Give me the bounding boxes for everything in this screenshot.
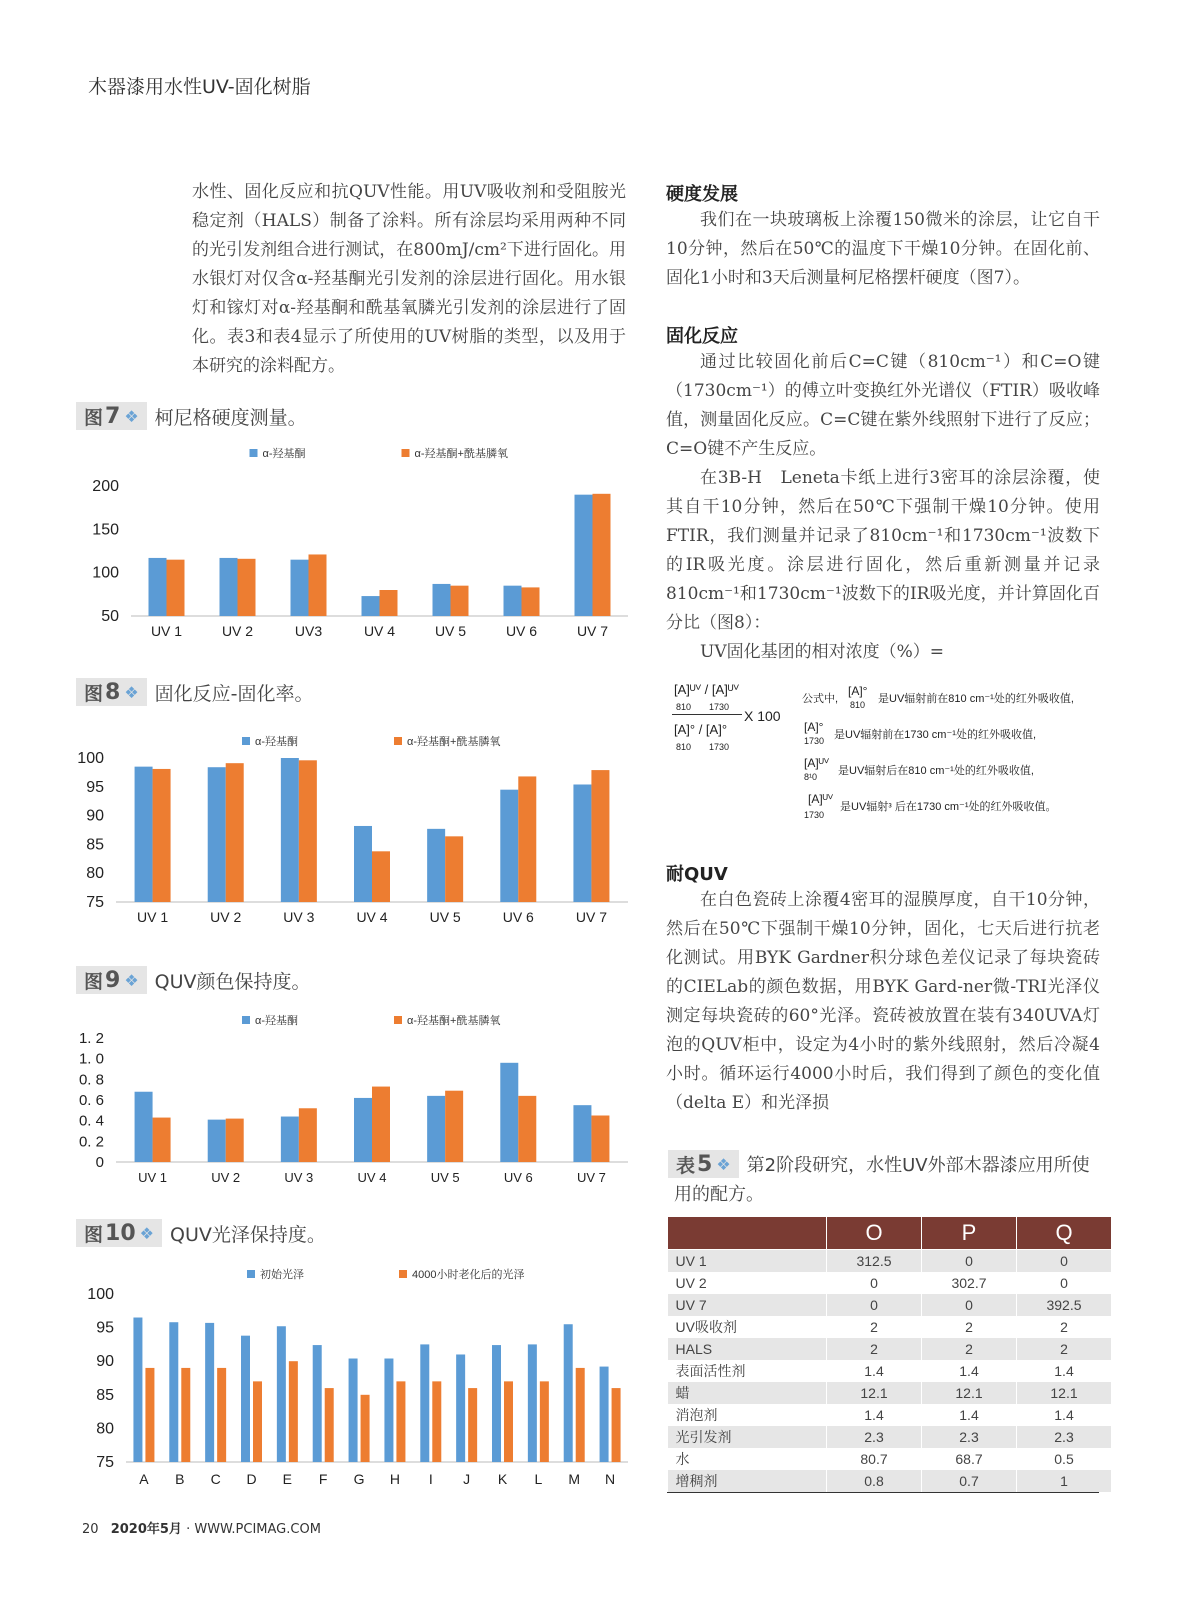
legend-swatch-0 [247, 1270, 255, 1278]
table-header-cell: P [922, 1217, 1017, 1250]
bar-1-5 [518, 1096, 536, 1162]
bar-0-6 [573, 1105, 591, 1162]
table-cell: 12.1 [827, 1382, 922, 1404]
figure-7-caption: 柯尼格硬度测量。 [154, 406, 307, 429]
curing-text-2: 在3B-H Leneta卡纸上进行3密耳的涂层涂覆，使其自干10分钟，然后在50℃下强制干燥10分钟。使用FTIR，我们测量并记录了810cm⁻¹和1730cm⁻¹波数下的IR吸光度。涂层进行固化，然后重新测量并记录810cm⁻¹和1730cm⁻¹波数下的IR吸光度，并计算固化百分比（图8）： [666, 468, 1100, 633]
table-5-prefix: 表 [676, 1154, 696, 1177]
legend-swatch-0 [250, 449, 258, 457]
formula-numerator-sub: 810 1730 [676, 702, 730, 712]
bar-1-6 [591, 770, 609, 902]
def-3-text: 是UV辐射后在810 cm⁻¹处的红外吸收值, [838, 765, 1034, 777]
table-cell: 1.4 [1017, 1360, 1112, 1382]
table-header-cell: O [827, 1217, 922, 1250]
bar-0-13 [600, 1367, 609, 1462]
y-tick-label: 0. 8 [78, 1071, 104, 1089]
def-3-symbol: [A]ᵁⱽ [804, 756, 829, 770]
table-row-label: 表面活性剂 [668, 1360, 827, 1382]
table-header-cell [668, 1217, 827, 1250]
bar-1-3 [380, 590, 398, 616]
bar-0-11 [528, 1344, 537, 1462]
x-tick-label: UV 2 [221, 623, 254, 639]
table-row-label: UV 7 [668, 1294, 827, 1316]
bar-0-2 [281, 758, 299, 902]
table-cell: 1.4 [827, 1360, 922, 1382]
y-tick-label: 100 [92, 564, 119, 582]
x-tick-label: UV 2 [210, 909, 242, 925]
bar-1-4 [289, 1361, 298, 1462]
legend-label-0: α-羟基酮 [255, 736, 299, 748]
figure-8-label [76, 677, 314, 707]
y-tick-label: 0. 4 [78, 1112, 104, 1130]
table-cell: 1.4 [827, 1404, 922, 1426]
y-tick-label: 1. 0 [78, 1050, 104, 1068]
page-number: 20 [82, 1522, 99, 1537]
figure-7-prefix: 图 [84, 406, 104, 429]
x-tick-label: K [497, 1471, 508, 1487]
table-row [668, 1250, 1112, 1273]
bar-0-6 [573, 784, 591, 902]
x-tick-label: G [353, 1471, 365, 1487]
quv-heading: 耐QUV [666, 864, 728, 885]
bar-1-6 [593, 494, 611, 616]
x-tick-label: UV 6 [503, 1170, 533, 1185]
table-cell: 0 [1017, 1272, 1112, 1294]
bar-1-2 [299, 1108, 317, 1162]
table-cell: 0.7 [922, 1470, 1017, 1492]
formula-denominator-sub: 810 1730 [676, 742, 730, 752]
bar-1-8 [432, 1381, 441, 1462]
legend-swatch-1 [394, 737, 402, 745]
bar-0-2 [291, 560, 309, 616]
bar-0-1 [169, 1322, 178, 1462]
figure-9-badge [76, 966, 147, 994]
x-tick-label: UV 6 [505, 623, 538, 639]
intro-text: 水性、固化反应和抗QUV性能。用UV吸收剂和受阻胺光稳定剂（HALS）制备了涂料。所有涂层均采用两种不同的光引发剂组合进行测试，在800mJ/cm²下进行固化。用水银灯对仅含α-羟基酮光引发剂的涂层进行固化。用水银灯和镓灯对α-羟基酮和酰基氧膦光引发剂的涂层进行了固化。表3和表4显示了所使用的UV树脂的类型，以及用于本研究的涂料配方。 [192, 182, 626, 376]
formulation-table [667, 1216, 1112, 1492]
x-tick-label: M [568, 1471, 581, 1487]
legend-swatch-0 [242, 737, 250, 745]
table-cell: 312.5 [827, 1250, 922, 1273]
x-tick-label: UV 1 [137, 909, 169, 925]
figure-8-prefix: 图 [84, 682, 104, 705]
def-2-text: 是UV辐射前在1730 cm⁻¹处的红外吸收值, [834, 729, 1036, 741]
legend-label-1: α-羟基酮+酰基膦氧 [414, 448, 508, 460]
def-1-symbol: [A]° [848, 684, 868, 698]
x-tick-label: B [175, 1471, 185, 1487]
x-tick-label: N [605, 1471, 616, 1487]
diamond-cluster-icon: ❖ [716, 1154, 731, 1174]
figure-9-chart [76, 1008, 636, 1202]
table-cell: 0 [922, 1294, 1017, 1316]
curing-paragraphs [666, 348, 1100, 667]
bar-1-1 [226, 1119, 244, 1162]
x-tick-label: UV 1 [150, 623, 183, 639]
y-tick-label: 75 [86, 894, 104, 911]
x-tick-label: C [210, 1471, 221, 1487]
bar-1-4 [445, 1091, 463, 1162]
table-row-label: 增稠剂 [668, 1470, 827, 1492]
figure-7-number: 7 [105, 403, 121, 429]
bar-0-1 [208, 767, 226, 902]
table-row-label: UV 2 [668, 1272, 827, 1294]
bar-1-1 [226, 763, 244, 902]
bar-1-0 [153, 769, 171, 902]
figure-9-prefix: 图 [84, 970, 104, 993]
table-cell: 2 [922, 1338, 1017, 1360]
curing-text-3: UV固化基团的相对浓度（%）= [700, 642, 945, 662]
bar-0-0 [135, 1092, 153, 1162]
legend-swatch-0 [242, 1016, 250, 1024]
bar-0-0 [149, 558, 167, 616]
table-5-number: 5 [697, 1151, 713, 1177]
table-row [668, 1382, 1112, 1404]
bar-0-4 [433, 584, 451, 616]
y-tick-label: 150 [92, 521, 119, 539]
legend-label-1: α-羟基酮+酰基膦氧 [407, 736, 501, 748]
table-cell: 392.5 [1017, 1294, 1112, 1316]
bar-0-5 [504, 586, 522, 616]
bar-1-6 [361, 1395, 370, 1462]
table-row-label: 蜡 [668, 1382, 827, 1404]
figure-8-badge [76, 678, 147, 706]
table-bottom-rule [667, 1492, 1099, 1493]
y-tick-label: 100 [87, 1286, 114, 1303]
bar-1-11 [540, 1381, 549, 1462]
y-tick-label: 50 [101, 608, 119, 625]
y-tick-label: 80 [86, 865, 104, 883]
diamond-cluster-icon: ❖ [124, 682, 139, 702]
table-cell: 2.3 [827, 1426, 922, 1448]
table-cell: 2.3 [922, 1426, 1017, 1448]
formula-denominator: [A]° / [A]° [674, 722, 728, 737]
def-1-sub: 810 [850, 700, 866, 710]
y-tick-label: 85 [96, 1386, 114, 1404]
bar-1-3 [253, 1381, 262, 1462]
bar-1-5 [518, 776, 536, 902]
table-5 [667, 1216, 1112, 1492]
table-cell: 302.7 [922, 1272, 1017, 1294]
y-tick-label: 85 [86, 836, 104, 854]
footer-separator: · [186, 1522, 191, 1537]
table-row-label: UV吸收剂 [668, 1316, 827, 1338]
bar-1-9 [468, 1388, 477, 1462]
curing-text-1: 通过比较固化前后C=C键（810cm⁻¹）和C=O键（1730cm⁻¹）的傅立叶变换红外光谱仪（FTIR）吸收峰值，测量固化反应。C=C键在紫外线照射下进行了反应；C=O键不产生反应。 [666, 352, 1100, 459]
bar-0-7 [384, 1359, 393, 1462]
y-tick-label: 75 [96, 1454, 114, 1471]
table-cell: 2 [1017, 1316, 1112, 1338]
bar-1-5 [325, 1388, 334, 1462]
table-row [668, 1404, 1112, 1426]
table-5-caption-line2: 用的配方。 [674, 1184, 764, 1205]
bar-0-2 [205, 1323, 214, 1462]
table-cell: 1.4 [922, 1360, 1017, 1382]
table-header-cell: Q [1017, 1217, 1112, 1250]
table-row-label: UV 1 [668, 1250, 827, 1273]
x-tick-label: F [318, 1471, 328, 1487]
legend-label-0: 初始光泽 [260, 1269, 304, 1281]
def-1-text: 是UV辐射前在810 cm⁻¹处的红外吸收值, [878, 693, 1074, 705]
table-cell: 0 [827, 1272, 922, 1294]
hardness-heading: 硬度发展 [666, 184, 738, 205]
hardness-paragraph [666, 206, 1100, 293]
table-row [668, 1338, 1112, 1360]
table-5-caption [668, 1150, 1100, 1206]
bar-0-4 [427, 1096, 445, 1162]
x-tick-label: UV 4 [356, 909, 388, 925]
x-tick-label: UV 7 [575, 909, 607, 925]
table-cell: 1 [1017, 1470, 1112, 1492]
x-tick-label: UV 4 [363, 623, 396, 639]
bar-0-0 [135, 767, 153, 902]
page-footer [82, 1518, 321, 1537]
y-tick-label: 100 [77, 750, 104, 767]
bar-1-2 [299, 760, 317, 902]
y-tick-label: 0 [95, 1154, 104, 1171]
legend-label-1: 4000小时老化后的光泽 [412, 1269, 525, 1281]
table-5-badge [668, 1150, 739, 1178]
diamond-cluster-icon: ❖ [124, 970, 139, 990]
y-tick-label: 1. 2 [78, 1030, 104, 1047]
table-cell: 1.4 [1017, 1404, 1112, 1426]
x-tick-label: UV 6 [502, 909, 534, 925]
x-tick-label: L [534, 1471, 543, 1487]
formula-where: 公式中, [802, 693, 839, 705]
bar-1-2 [217, 1368, 226, 1462]
table-cell: 12.1 [922, 1382, 1017, 1404]
x-tick-label: UV 5 [429, 909, 461, 925]
bar-1-7 [396, 1381, 405, 1462]
figure-9-number: 9 [105, 967, 121, 993]
y-tick-label: 0. 2 [78, 1133, 104, 1151]
bar-0-6 [575, 495, 593, 616]
table-cell: 2 [827, 1338, 922, 1360]
bar-0-9 [456, 1354, 465, 1462]
table-row [668, 1448, 1112, 1470]
def-2-symbol: [A]° [804, 720, 824, 734]
table-cell: 80.7 [827, 1448, 922, 1470]
formula-block [672, 682, 1102, 832]
table-row-label: 水 [668, 1448, 827, 1470]
table-5-caption-line1: 第2阶段研究，水性UV外部木器漆应用所使 [746, 1155, 1090, 1176]
figure-9-label [76, 965, 311, 995]
bar-1-4 [451, 586, 469, 616]
fraction-bar [672, 714, 742, 715]
def-4-symbol: [A]ᵁⱽ [808, 792, 833, 806]
x-tick-label: UV 2 [211, 1170, 241, 1185]
bar-0-6 [349, 1359, 358, 1462]
x-tick-label: H [389, 1471, 400, 1487]
bar-0-10 [492, 1345, 501, 1462]
bar-0-4 [277, 1326, 286, 1462]
y-tick-label: 95 [96, 1319, 114, 1337]
legend-label-0: α-羟基酮 [262, 448, 306, 460]
table-row-label: 消泡剂 [668, 1404, 827, 1426]
intro-paragraph [192, 178, 626, 381]
table-cell: 2.3 [1017, 1426, 1112, 1448]
x-tick-label: UV 7 [576, 623, 609, 639]
website: WWW.PCIMAG.COM [194, 1522, 321, 1537]
bar-0-3 [354, 826, 372, 902]
y-tick-label: 90 [86, 807, 104, 825]
figure-10-label [76, 1218, 326, 1248]
bar-0-8 [420, 1344, 429, 1462]
quv-text: 在白色瓷砖上涂覆4密耳的湿膜厚度，自干10分钟，然后在50℃下强制干燥10分钟，固化，七天后进行抗老化测试。用BYK Gardner积分球色差仪记录了每块瓷砖的CIELab的颜色数据，用BYK Gard-ner微-TRI光泽仪测定每块瓷砖的60°光泽。瓷砖被放置在装有340UVA灯泡的QUV柜中，设定为4小时的紫外线照射，然后冷凝4小时。循环运行4000小时后，我们得到了颜色的变化值（delta E）和光泽损 [666, 890, 1100, 1113]
table-cell: 1.4 [922, 1404, 1017, 1426]
running-title: 木器漆用水性UV-固化树脂 [88, 76, 311, 98]
legend-swatch-1 [394, 1016, 402, 1024]
figure-10-prefix: 图 [84, 1223, 104, 1246]
x-tick-label: J [463, 1471, 471, 1487]
figure-8-chart [76, 728, 636, 947]
y-tick-label: 90 [96, 1353, 114, 1371]
table-row [668, 1470, 1112, 1492]
figure-9-caption: QUV颜色保持度。 [154, 970, 311, 993]
figure-7-chart [76, 440, 636, 659]
table-cell: 0 [827, 1294, 922, 1316]
issue-date: 2020年5月 [110, 1522, 182, 1537]
bar-0-0 [133, 1318, 142, 1462]
def-4-text: 是UV辐射ᵌ 后在1730 cm⁻¹处的红外吸收值。 [840, 801, 1057, 813]
bar-1-1 [181, 1368, 190, 1462]
diamond-cluster-icon: ❖ [139, 1223, 154, 1243]
table-cell: 68.7 [922, 1448, 1017, 1470]
bar-1-0 [167, 560, 185, 616]
bar-1-0 [145, 1368, 154, 1462]
bar-1-5 [522, 587, 540, 616]
table-cell: 0.8 [827, 1470, 922, 1492]
figure-8-caption: 固化反应-固化率。 [154, 682, 314, 705]
x-tick-label: I [428, 1471, 433, 1487]
x-tick-label: A [139, 1471, 149, 1487]
table-row [668, 1294, 1112, 1316]
table-row-label: HALS [668, 1338, 827, 1360]
x-tick-label: UV3 [294, 623, 323, 639]
x-tick-label: UV 3 [284, 1170, 314, 1185]
figure-7-badge [76, 402, 147, 430]
x-tick-label: UV 5 [434, 623, 467, 639]
def-4-sub: 1730 [804, 810, 825, 820]
figure-10-caption: QUV光泽保持度。 [169, 1223, 326, 1246]
figure-7-label [76, 401, 307, 431]
bar-1-4 [445, 836, 463, 902]
table-row [668, 1360, 1112, 1382]
diamond-cluster-icon: ❖ [124, 406, 139, 426]
figure-10-number: 10 [105, 1220, 136, 1246]
curing-heading: 固化反应 [666, 326, 738, 347]
x-tick-label: UV 3 [283, 909, 315, 925]
x-tick-label: UV 1 [138, 1170, 168, 1185]
table-row-label: 光引发剂 [668, 1426, 827, 1448]
table-row [668, 1316, 1112, 1338]
y-tick-label: 0. 6 [78, 1092, 104, 1109]
table-cell: 0.5 [1017, 1448, 1112, 1470]
table-cell: 2 [1017, 1338, 1112, 1360]
table-cell: 2 [827, 1316, 922, 1338]
bar-0-5 [500, 1063, 518, 1162]
bar-0-3 [241, 1336, 250, 1462]
table-cell: 2 [922, 1316, 1017, 1338]
bar-0-3 [362, 596, 380, 616]
def-3-sub: 8¹0 [804, 772, 818, 782]
bar-1-2 [309, 554, 327, 616]
table-cell: 12.1 [1017, 1382, 1112, 1404]
y-tick-label: 95 [86, 778, 104, 796]
bar-1-3 [372, 1087, 390, 1162]
bar-1-6 [591, 1116, 609, 1163]
bar-1-10 [504, 1381, 513, 1462]
bar-0-12 [564, 1324, 573, 1462]
figure-8-number: 8 [105, 679, 121, 705]
x-tick-label: D [246, 1471, 257, 1487]
table-row [668, 1272, 1112, 1294]
x-tick-label: E [282, 1471, 293, 1487]
x-tick-label: UV 5 [430, 1170, 460, 1185]
quv-paragraph [666, 886, 1100, 1118]
bar-0-5 [313, 1345, 322, 1462]
table-cell: 0 [922, 1250, 1017, 1273]
table-row [668, 1426, 1112, 1448]
bar-0-5 [500, 790, 518, 902]
table-cell: 0 [1017, 1250, 1112, 1273]
bar-1-13 [612, 1388, 621, 1462]
hardness-text: 我们在一块玻璃板上涂覆150微米的涂层，让它自干10分钟，然后在50℃的温度下干燥10分钟。在固化前、固化1小时和3天后测量柯尼格摆杆硬度（图7）。 [666, 210, 1100, 288]
legend-swatch-1 [402, 449, 410, 457]
legend-swatch-1 [399, 1270, 407, 1278]
bar-1-1 [238, 559, 256, 616]
bar-1-12 [576, 1368, 585, 1462]
legend-label-1: α-羟基酮+酰基膦氧 [407, 1015, 501, 1027]
y-tick-label: 80 [96, 1420, 114, 1438]
y-tick-label: 200 [92, 478, 119, 495]
bar-1-3 [372, 851, 390, 902]
bar-0-1 [208, 1120, 226, 1162]
formula-numerator: [A]ᵁⱽ / [A]ᵁⱽ [674, 682, 739, 697]
x-tick-label: UV 7 [576, 1170, 606, 1185]
bar-0-2 [281, 1117, 299, 1162]
bar-0-1 [220, 558, 238, 616]
legend-label-0: α-羟基酮 [255, 1015, 299, 1027]
figure-10-badge [76, 1219, 162, 1247]
bar-1-0 [153, 1118, 171, 1162]
formula-multiplier: X 100 [744, 708, 781, 724]
bar-0-4 [427, 829, 445, 902]
x-tick-label: UV 4 [357, 1170, 387, 1185]
bar-0-3 [354, 1098, 372, 1162]
figure-10-chart [76, 1262, 636, 1501]
def-2-sub: 1730 [804, 736, 825, 746]
